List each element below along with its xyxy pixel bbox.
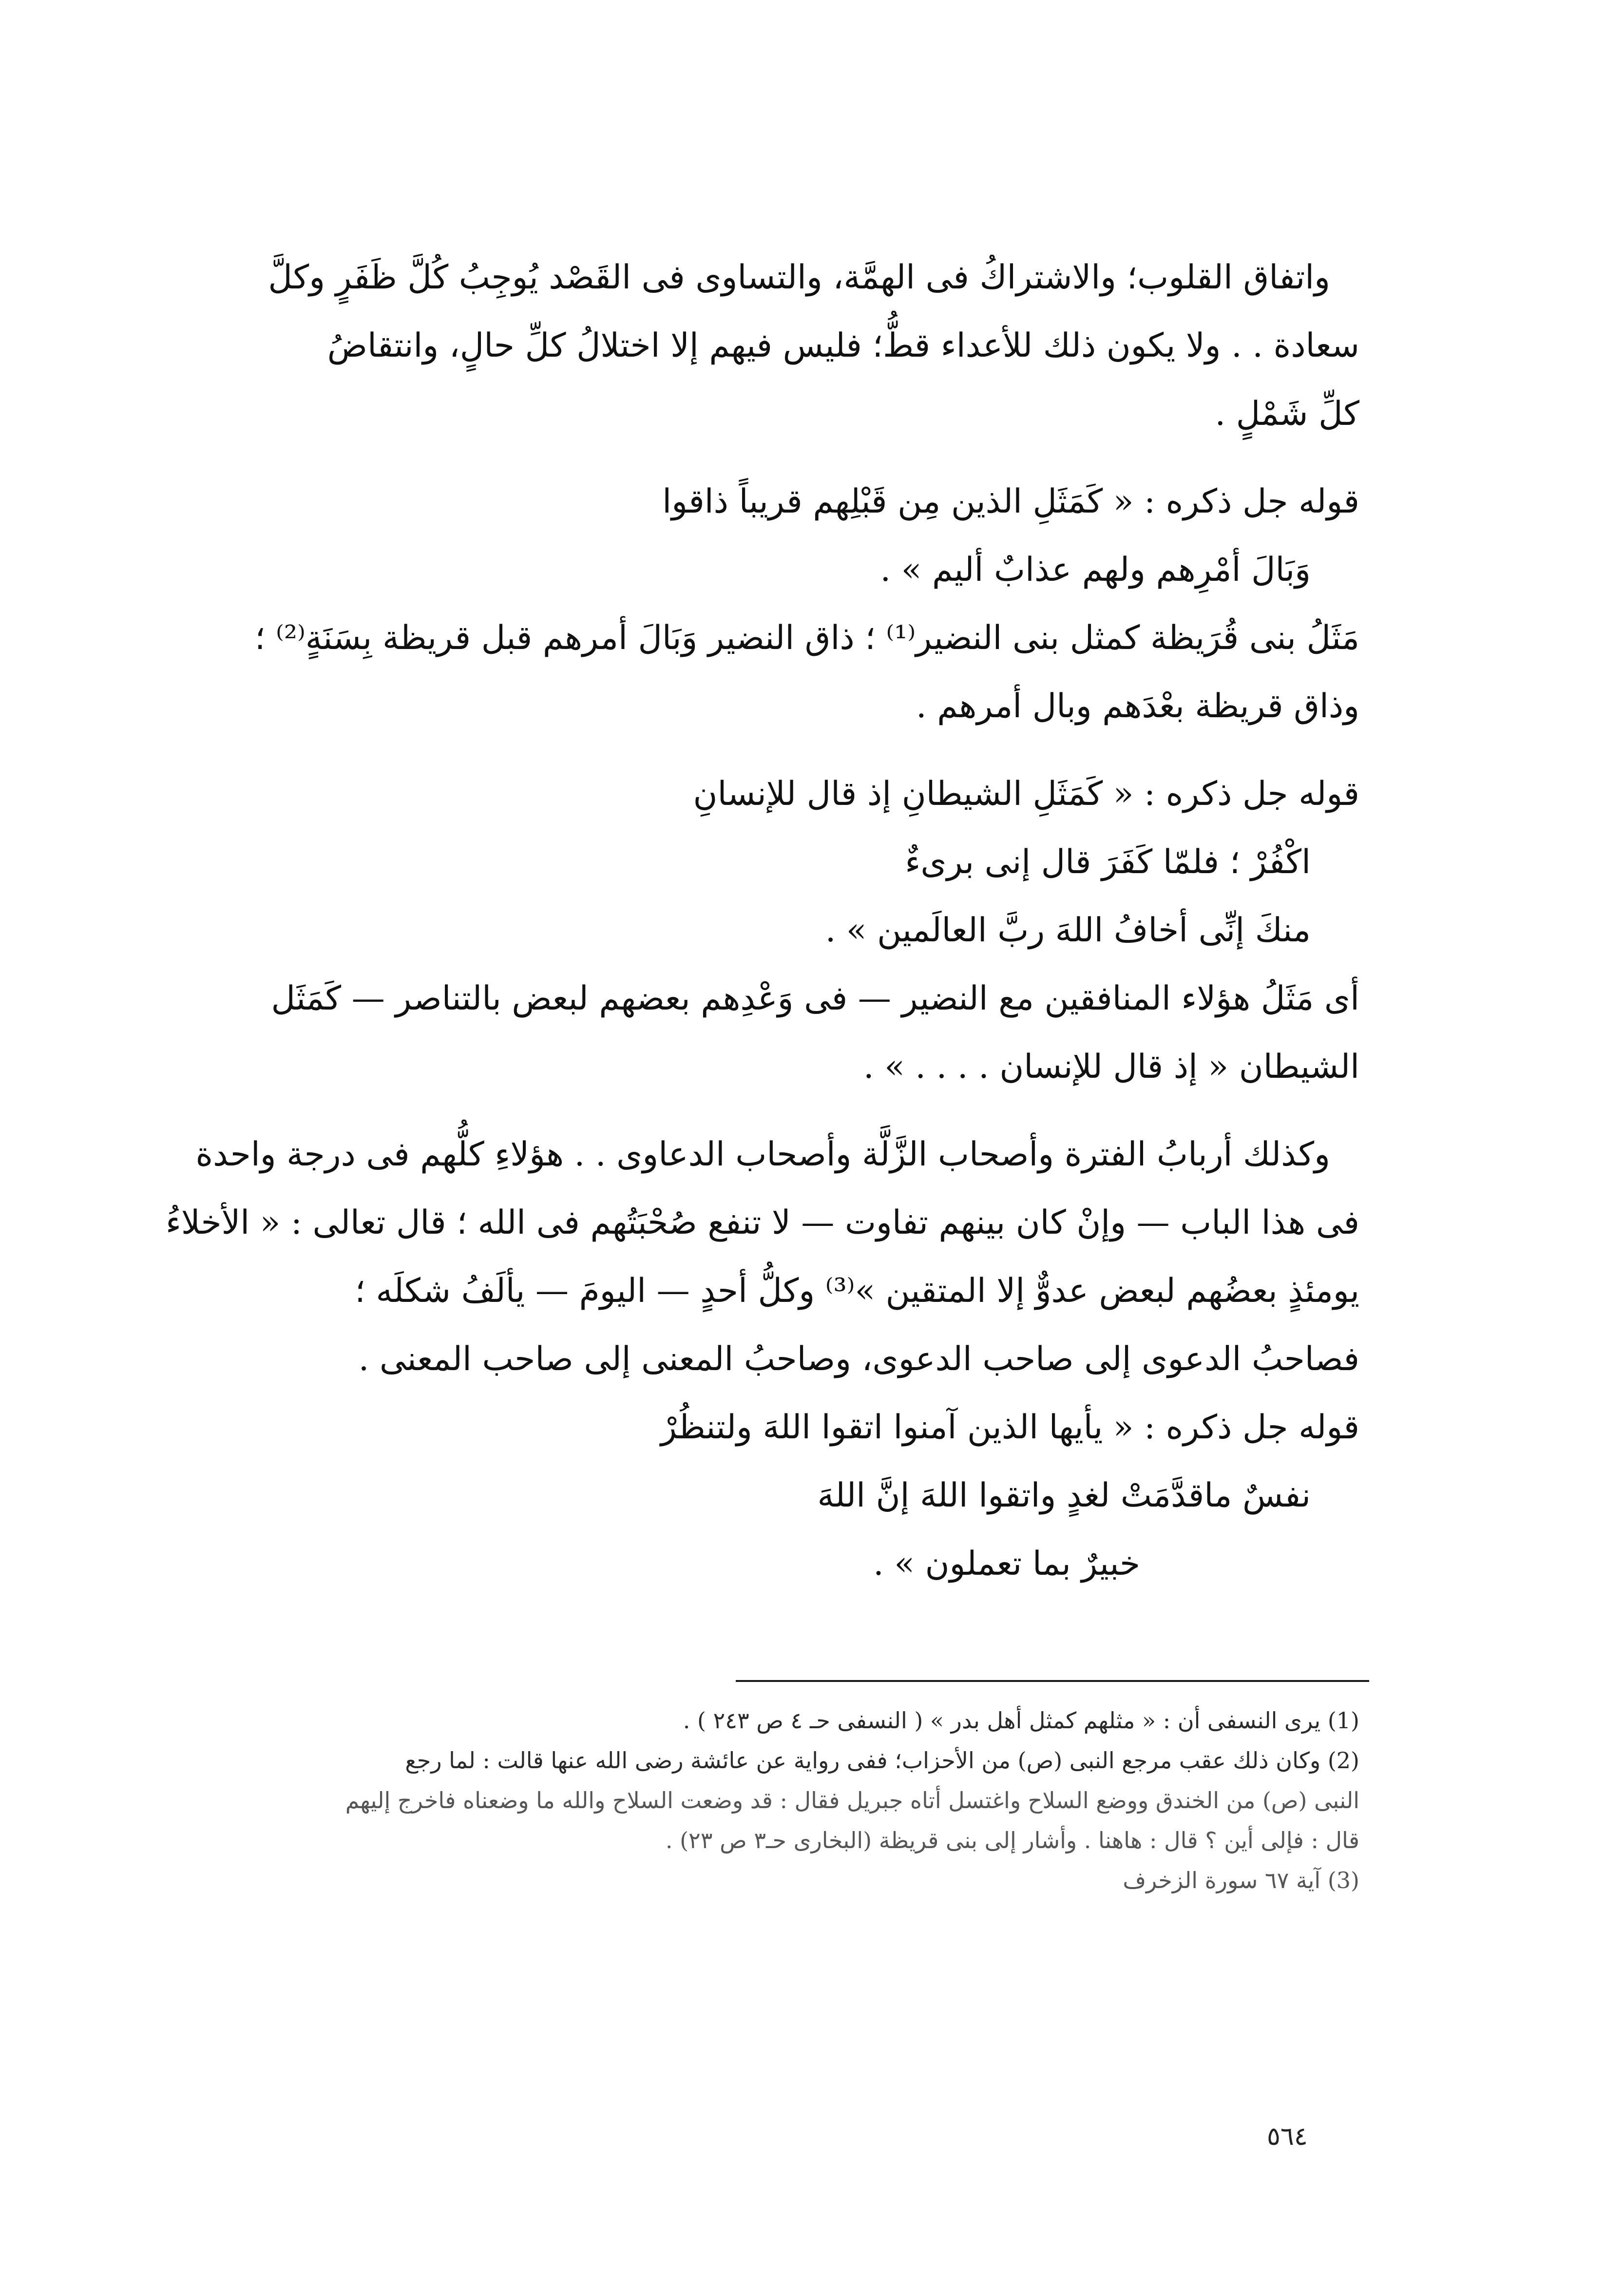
- body-line: كلِّ شَمْلٍ .: [1215, 395, 1359, 433]
- body-line: فى هذا الباب — وإنْ كان بينهم تفاوت — لا تنفع صُحْبَتُهم فى الله ؛ قال تعالى : « الأخلاءُ: [165, 1203, 1359, 1242]
- main-text-block: [165, 244, 1359, 1598]
- verse-line: نفسٌ ماقدَّمَتْ لغدٍ واتقوا اللهَ إنَّ اللهَ: [817, 1476, 1311, 1515]
- verse-line: منكَ إنِّى أخافُ اللهَ ربَّ العالَمين » .: [825, 911, 1311, 950]
- body-line: أى مَثَلُ هؤلاء المنافقين مع النضير — فى وَعْدِهم بعضهم لبعض بالتناصر — كَمَثَل: [271, 979, 1359, 1018]
- body-line: يومئذٍ بعضُهم لبعض عدوٌّ إلا المتقين »⁽³⁾ وكلُّ أحدٍ — اليومَ — يألَفُ شكلَه ؛: [355, 1272, 1359, 1310]
- verse-line: اكْفُرْ ؛ فلمّا كَفَرَ قال إنى برىءٌ: [905, 843, 1311, 881]
- verse-line: وَبَالَ أمْرِهم ولهم عذابٌ أليم » .: [880, 551, 1311, 589]
- verse-heading: قوله جل ذكره : « يأيها الذين آمنوا اتقوا اللهَ ولتنظُرْ: [660, 1408, 1359, 1447]
- verse-heading: قوله جل ذكره : « كَمَثَلِ الذين مِن قَبْلِهم قريباً ذاقوا: [662, 482, 1359, 521]
- footnote-line: قال : فإلى أين ؟ قال : هاهنا . وأشار إلى بنى قريظة (البخارى حـ٣ ص ٢٣) .: [665, 1827, 1359, 1853]
- footnote-divider: [736, 1680, 1369, 1682]
- body-line: وكذلك أربابُ الفترة وأصحاب الزَّلَّة وأصحاب الدعاوى . . هؤلاءِ كلُّهم فى درجة واحدة: [195, 1135, 1330, 1174]
- footnotes-block: [273, 1700, 1359, 1900]
- body-line: واتفاق القلوب؛ والاشتراكُ فى الهمَّة، والتساوى فى القَصْد يُوجِبُ كُلَّ ظَفَرٍ وكلَّ: [268, 258, 1330, 297]
- body-line: سعادة . . ولا يكون ذلك للأعداء قطُّ؛ فليس فيهم إلا اختلالُ كلِّ حالٍ، وانتقاضُ: [327, 326, 1359, 365]
- verse-line: خبيرٌ بما تعملون » .: [873, 1545, 1140, 1583]
- page-number: ٥٦٤: [1267, 2122, 1308, 2151]
- body-line: فصاحبُ الدعوى إلى صاحب الدعوى، وصاحبُ المعنى إلى صاحب المعنى .: [358, 1340, 1359, 1378]
- body-line: الشيطان « إذ قال للإنسان . . . . » .: [863, 1048, 1359, 1086]
- footnote-line: (2) وكان ذلك عقب مرجع النبى (ص) من الأحزاب؛ ففى رواية عن عائشة رضى الله عنها قالت : لما رجع: [405, 1747, 1359, 1774]
- verse-heading: قوله جل ذكره : « كَمَثَلِ الشيطانِ إذ قال للإنسانِ: [693, 775, 1359, 813]
- footnote-line: (3) آية ٦٧ سورة الزخرف: [1123, 1867, 1359, 1893]
- footnote-line: (1) يرى النسفى أن : « مثلهم كمثل أهل بدر » ( النسفى حـ ٤ ص ٢٤٣ ) .: [683, 1707, 1359, 1734]
- footnote-line: النبى (ص) من الخندق ووضع السلاح واغتسل أتاه جبريل فقال : قد وضعت السلاح والله ما وضعناه فاخرج إليهم: [345, 1787, 1359, 1814]
- body-line: وذاق قريظة بعْدَهم وبال أمرهم .: [916, 687, 1359, 725]
- body-line: مَثَلُ بنى قُرَيظة كمثل بنى النضير⁽¹⁾ ؛ ذاق النضير وَبَالَ أمرهم قبل قريظة بِسَنَةٍ⁽²⁾ ؛: [254, 619, 1359, 657]
